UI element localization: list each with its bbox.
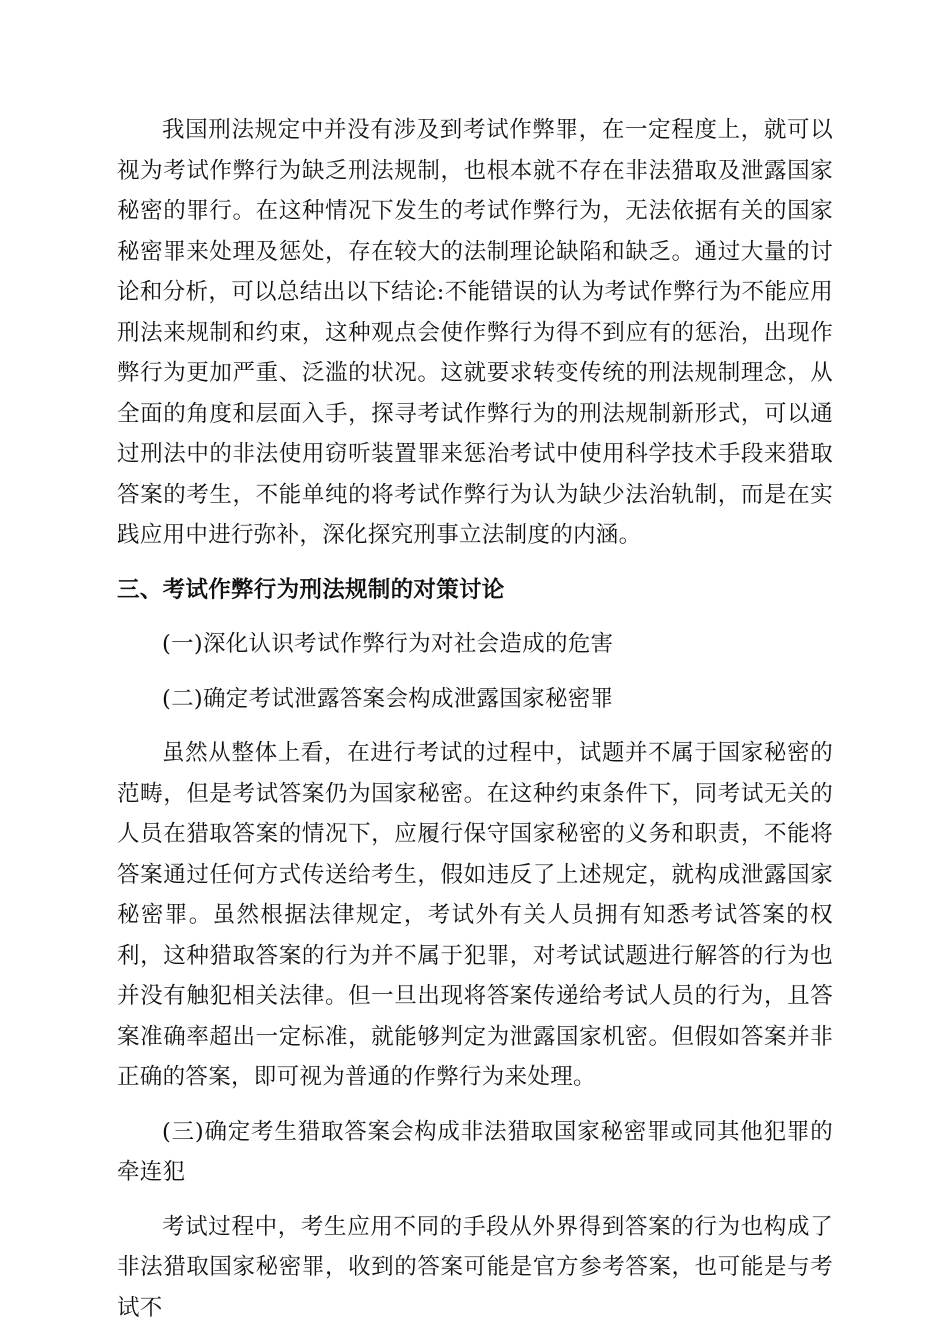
section-heading: 三、考试作弊行为刑法规制的对策讨论 xyxy=(117,576,505,603)
subsection-heading: (三)确定考生猎取答案会构成非法猎取国家秘密罪或同其他犯罪的牵连犯 xyxy=(117,1118,833,1185)
body-paragraph: 我国刑法规定中并没有涉及到考试作弊罪，在一定程度上，就可以视为考试作弊行为缺乏刑法规制，也根本就不存在非法猎取及泄露国家秘密的罪行。在这种情况下发生的考试作弊行为，无法依据有关的国家秘密罪来处理及惩处，存在较大的法制理论缺陷和缺乏。通过大量的讨论和分析，可以总结出以下结论:不能错误的认为考试作弊行为不能应用刑法来规制和约束，这种观点会使作弊行为得不到应有的惩治，出现作弊行为更加严重、泛滥的状况。这就要求转变传统的刑法规制理念，从全面的角度和层面入手，探寻考试作弊行为的刑法规制新形式，可以通过刑法中的非法使用窃听装置罪来惩治考试中使用科学技术手段来猎取答案的考生，不能单纯的将考试作弊行为认为缺少法治轨制，而是在实践应用中进行弥补，深化探究刑事立法制度的内涵。 xyxy=(117,117,833,548)
body-paragraph: 考试过程中，考生应用不同的手段从外界得到答案的行为也构成了非法猎取国家秘密罪，收到的答案可能是官方参考答案，也可能是与考试不 xyxy=(117,1213,833,1321)
subsection-heading: (一)深化认识考试作弊行为对社会造成的危害 xyxy=(162,631,614,657)
body-paragraph: 虽然从整体上看，在进行考试的过程中，试题并不属于国家秘密的范畴，但是考试答案仍为国家秘密。在这种约束条件下，同考试无关的人员在猎取答案的情况下，应履行保守国家秘密的义务和职责，不能将答案通过任何方式传送给考生，假如违反了上述规定，就构成泄露国家秘密罪。虽然根据法律规定，考试外有关人员拥有知悉考试答案的权利，这种猎取答案的行为并不属于犯罪，对考试试题进行解答的行为也并没有触犯相关法律。但一旦出现将答案传递给考试人员的行为，且答案准确率超出一定标准，就能够判定为泄露国家机密。但假如答案并非正确的答案，即可视为普通的作弊行为来处理。 xyxy=(117,740,833,1090)
document-page xyxy=(117,110,833,1328)
subsection-heading: (二)确定考试泄露答案会构成泄露国家秘密罪 xyxy=(162,685,614,712)
